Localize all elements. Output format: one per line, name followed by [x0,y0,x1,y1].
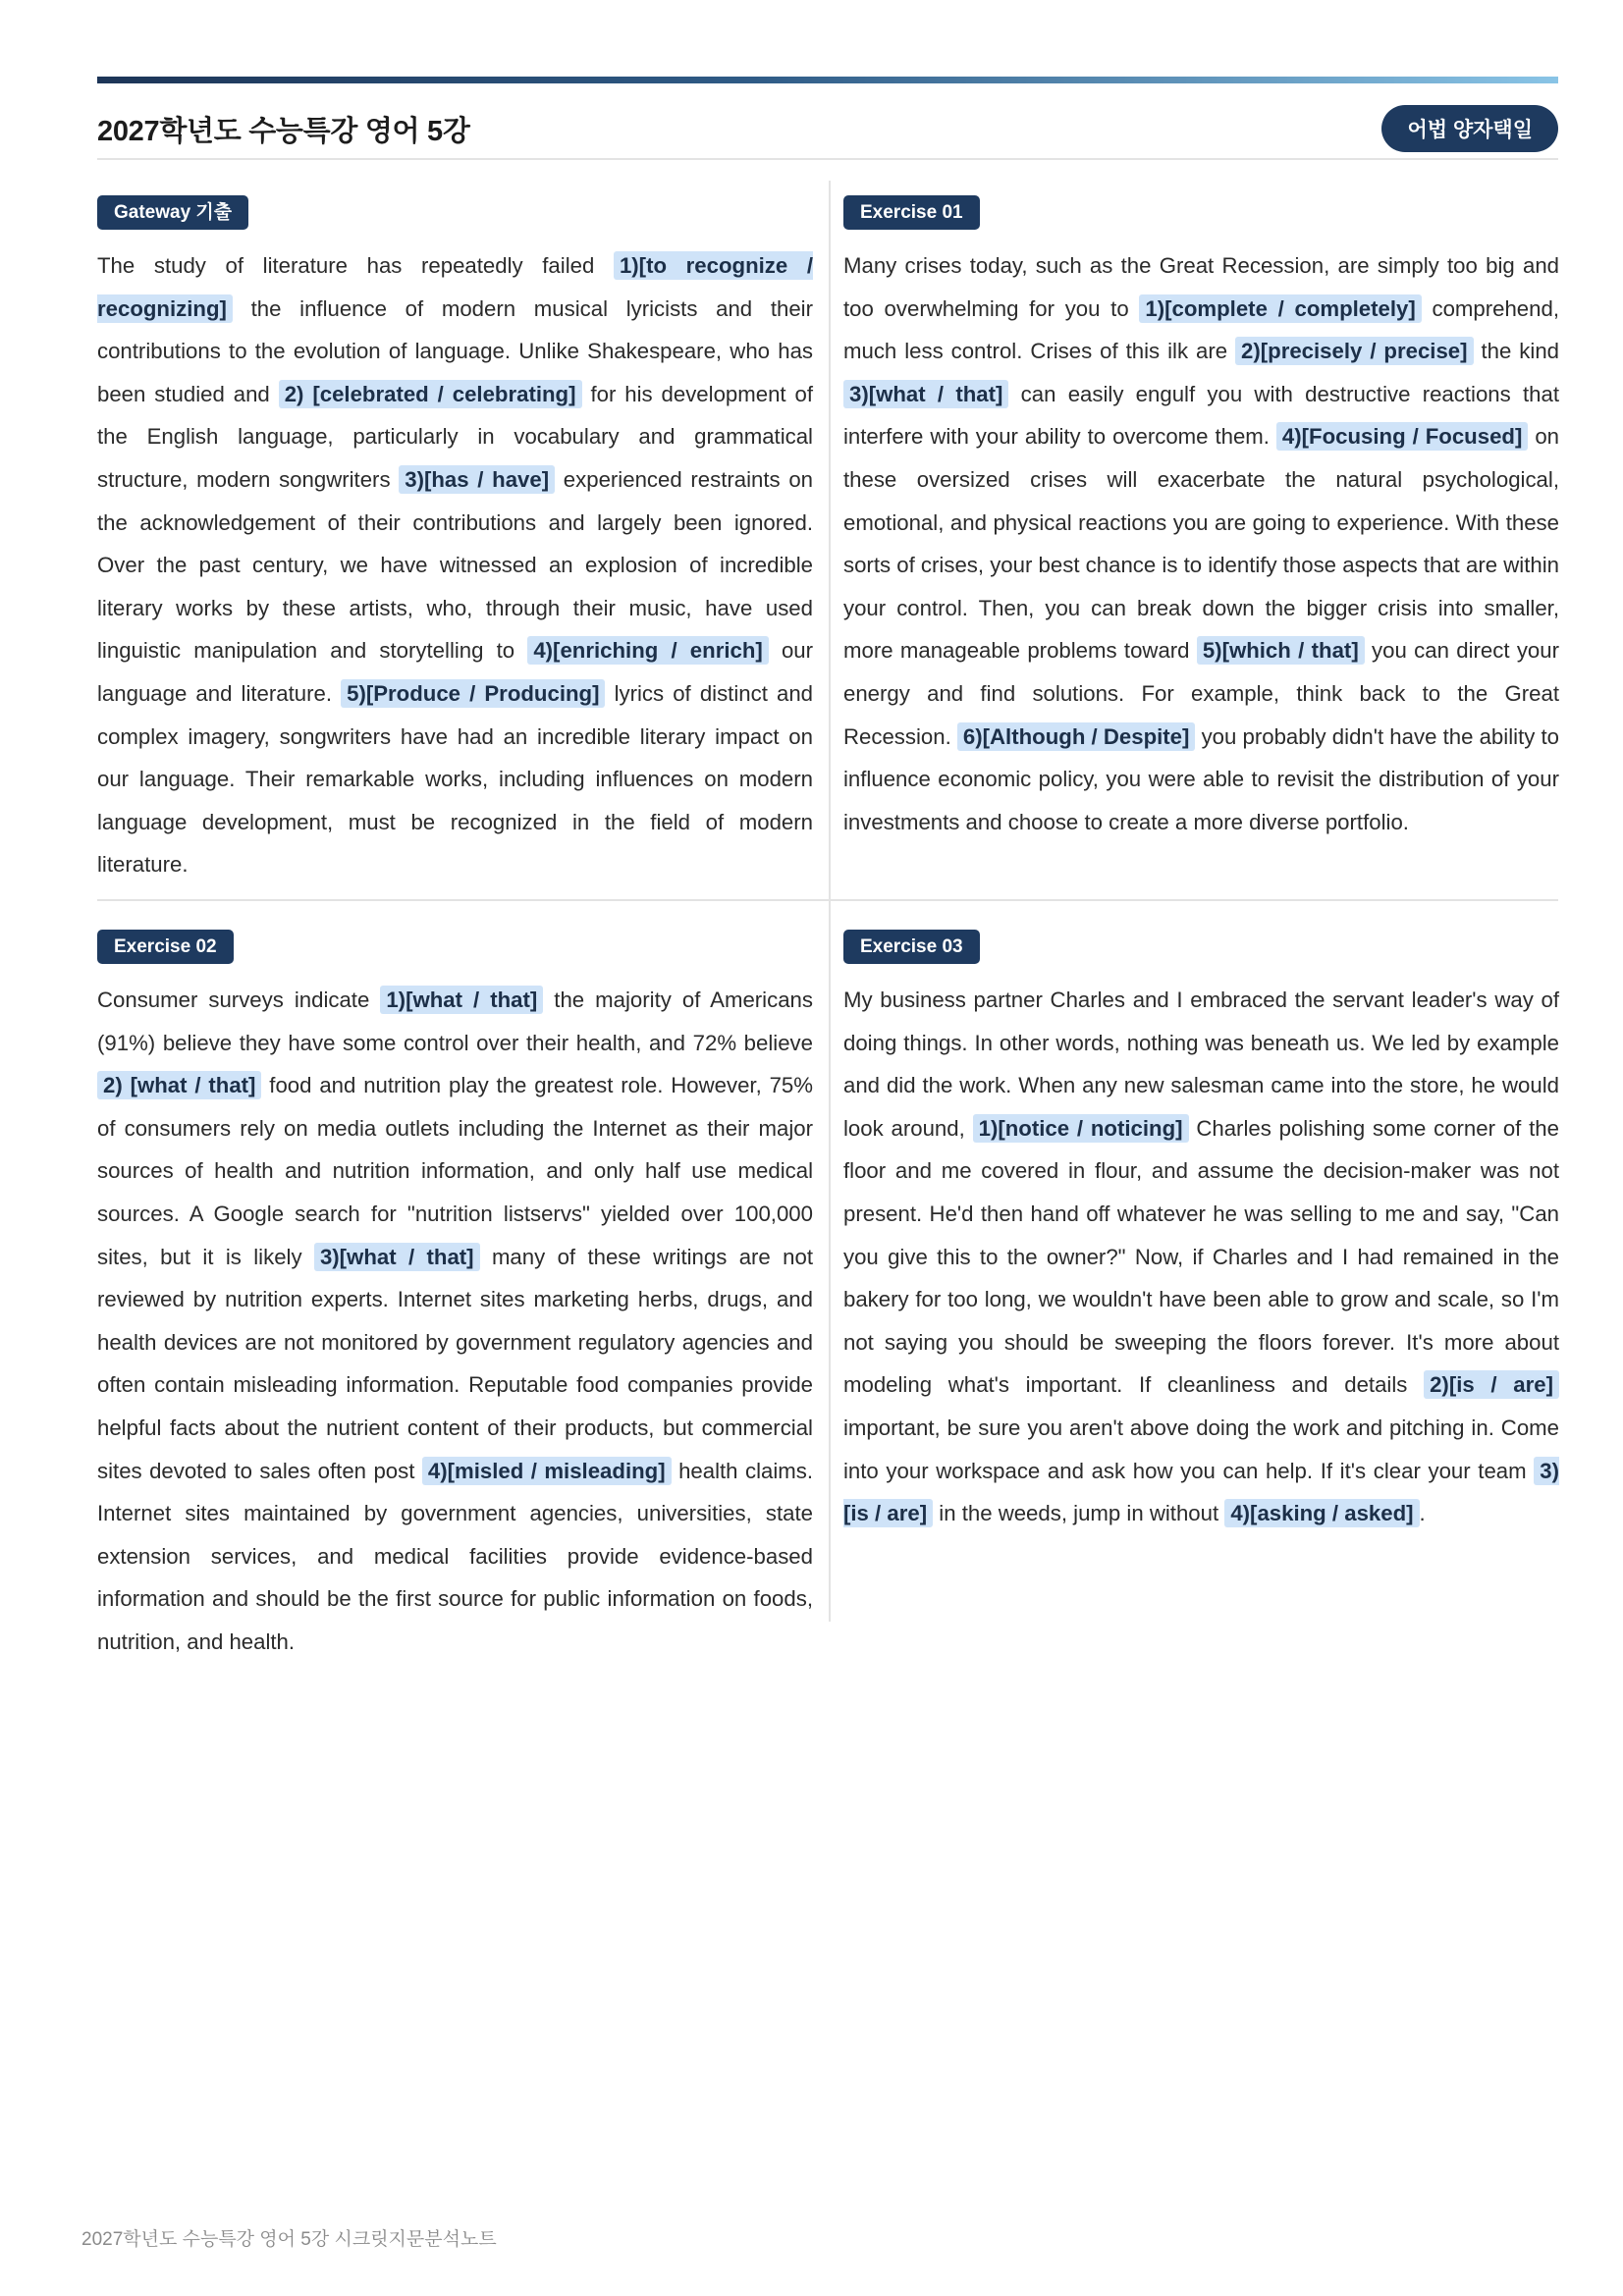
page-header [97,100,1558,157]
grammar-choice: 3)[what / that] [843,380,1008,408]
grammar-choice: 1)[notice / noticing] [973,1114,1189,1143]
passage-text [843,979,1559,1535]
passage-segment: The study of literature has repeatedly failed [97,253,614,278]
grammar-choice: 2) [what / that] [97,1071,261,1099]
passage-segment: for his development of the English language, particularly in vocabulary and grammatical structure, modern songwriters [97,381,814,492]
passage-text [97,979,813,1664]
passage-segment: experienced restraints on the acknowledgement of their contributions and largely been ignored. Over the past century, we have witnessed an explosion of incredible literary works by these artists, who, through their music, have used linguistic manipulation and storytelling to [97,466,813,664]
grammar-choice: 5)[which / that] [1197,636,1365,665]
grammar-choice: 3)[has / have] [399,465,555,494]
passage-segment: Charles polishing some corner of the floor and me covered in flour, and assume the decision-maker was not present. He'd then hand off whatever he was selling to me and say, "Can you give this to the owner?" Now, if Charles and I had remained in the bakery for too long, we wouldn't have been able to grow and scale, so I'm not saying you should be sweeping the floors forever. It's more about modeling what's important. If cleanliness and details [843,1115,1559,1398]
grammar-choice: 1)[to recognize / recognizing] [97,253,814,321]
grammar-choice: 3)[what / that] [314,1243,480,1271]
passage-segment: comprehend, much less control. Crises of this ilk are [843,295,1559,364]
page-title: 2027학년도 수능특강 영어 5강 [97,115,470,147]
grammar-choice: 4)[enriching / enrich] [527,636,768,665]
grammar-choice: 5)[Produce / Producing] [341,679,605,708]
section-label: Exercise 03 [843,930,980,964]
grammar-choice: 6)[Although / Despite] [957,722,1196,751]
passage-segment: in the weeds, jump in without [933,1501,1225,1526]
row-divider [97,899,1558,901]
section-label: Exercise 02 [97,930,234,964]
grammar-choice: 2)[is / are] [1424,1370,1559,1399]
passage-segment: on these oversized crises will exacerbate the natural psychological, emotional, and physical reactions you are going to experience. With these sorts of crises, your best chance is to identify those aspects that are within your control. Then, you can break down the bigger crisis into smaller, more manageable problems toward [843,424,1560,664]
section-exercise-02 [97,930,813,1664]
top-accent-bar [97,77,1558,83]
passage-segment: the majority of Americans (91%) believe they have some control over their health, and 72% believe [97,988,813,1055]
section-label: Gateway 기출 [97,195,248,230]
passage-segment: the kind [1473,339,1559,364]
passage-segment: health claims. Internet sites maintained by government agencies, universities, state extension services, and medical facilities provide evidence-based information and should be the first source for public information on foods, nutrition, and health. [97,1458,814,1654]
grammar-choice: 4)[misled / misleading] [422,1457,672,1485]
passage-segment: can easily engulf you with destructive reactions that interfere with your ability to overcome them. [843,381,1559,450]
section-gateway [97,195,813,886]
page-footer: 2027학년도 수능특강 영어 5강 시크릿지문분석노트 [81,2229,497,2250]
section-exercise-01 [843,195,1559,843]
column-divider-bottom [829,900,831,1622]
passage-segment: food and nutrition play the greatest role. However, 75% of consumers rely on media outlets including the Internet as their major sources of health and nutrition information, and only half use medical sources. A Google search for "nutrition listservs" yielded over 100,000 sites, but it is likely [97,1073,814,1269]
passage-segment: you can direct your energy and find solutions. For example, think back to the Great Recession. [843,638,1559,749]
passage-segment: important, be sure you aren't above doing the work and pitching in. Come into your workspace and ask how you can help. If it's clear your team [843,1415,1559,1483]
grammar-choice: 1)[what / that] [380,986,543,1014]
header-divider [97,158,1558,160]
grammar-choice: 2)[precisely / precise] [1235,337,1474,365]
passage-text [97,244,813,886]
section-exercise-03 [843,930,1559,1535]
passage-segment: lyrics of distinct and complex imagery, songwriters have had an incredible literary impact on our language. Their remarkable works, including influences on modern language development, must be recognized in the field of modern literature. [97,680,813,878]
section-label: Exercise 01 [843,195,980,230]
passage-segment: Many crises today, such as the Great Recession, are simply too big and too overwhelming for you to [843,253,1559,321]
column-divider-top [829,181,831,899]
passage-text [843,244,1559,843]
grammar-choice: 1)[complete / completely] [1139,294,1421,323]
passage-segment: many of these writings are not reviewed by nutrition experts. Internet sites marketing herbs, drugs, and health devices are not monitored by government regulatory agencies and often contain misleading information. Reputable food companies provide helpful facts about the nutrient content of their products, but commercial sites devoted to sales often post [97,1244,813,1483]
grammar-choice: 2) [celebrated / celebrating] [279,380,582,408]
grammar-choice: 3)[is / are] [843,1458,1559,1526]
grammar-choice: 4)[asking / asked] [1224,1499,1419,1527]
passage-segment: our language and literature. [97,638,814,706]
passage-segment: Consumer surveys indicate [97,988,381,1012]
question-type-badge: 어법 양자택일 [1381,105,1558,152]
passage-segment: My business partner Charles and I embraced the servant leader's way of doing things. In other words, nothing was beneath us. We led by example and did the work. When any new salesman came into the store, he would look around, [843,988,1559,1141]
passage-segment: the influence of modern musical lyricists and their contributions to the evolution of language. Unlike Shakespeare, who has been studied and [97,295,813,406]
passage-segment: you probably didn't have the ability to influence economic policy, you were able to revisit the distribution of your investments and choose to create a more diverse portfolio. [843,723,1559,834]
passage-segment: . [1419,1501,1426,1526]
grammar-choice: 4)[Focusing / Focused] [1276,422,1528,451]
